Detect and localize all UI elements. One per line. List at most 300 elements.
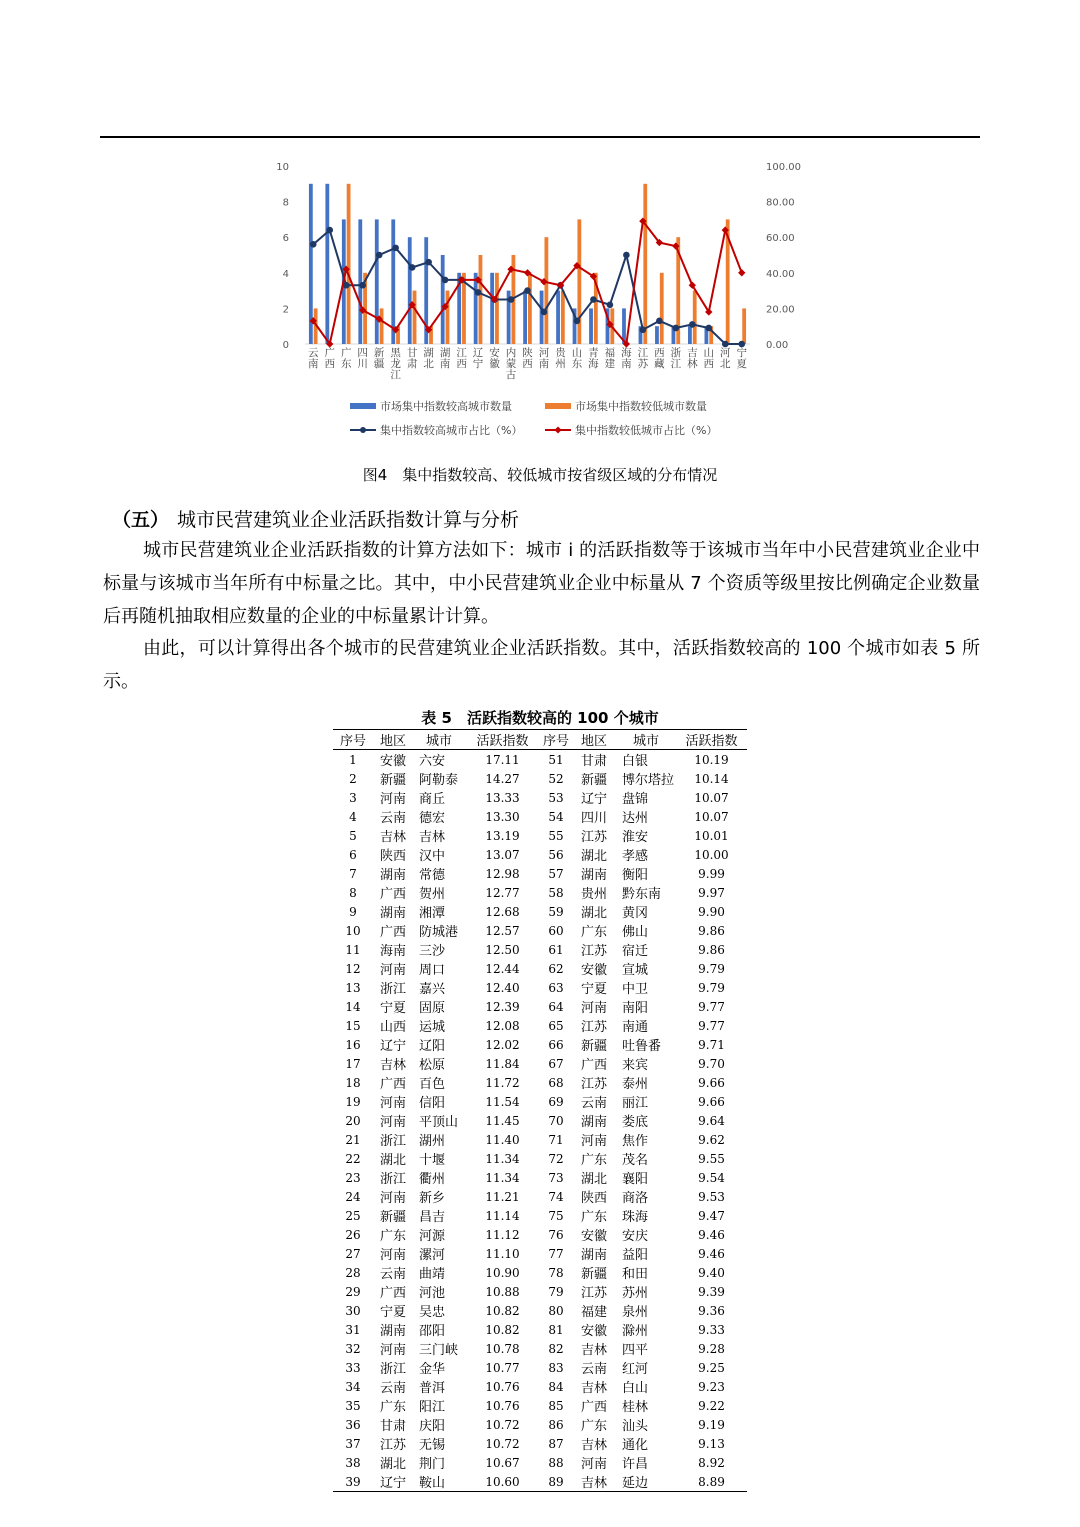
table-cell: 38 [345,1455,361,1470]
table-cell: 70 [548,1113,564,1128]
table-cell: 8.92 [698,1455,725,1470]
table-cell: 苏州 [622,1286,649,1301]
table-cell: 9.39 [698,1284,725,1299]
table-cell: 9.86 [698,942,725,957]
bar [556,291,560,344]
table-cell: 65 [548,1018,564,1033]
table-cell: 11.40 [485,1132,520,1147]
bar [490,273,494,344]
table-cell: 宣城 [622,963,649,978]
table-cell: 17 [345,1056,361,1071]
table-row [333,959,747,978]
table-cell: 7 [349,866,357,881]
table-cell: 9.36 [698,1303,725,1318]
table-cell: 12.02 [485,1037,520,1052]
table-cell: 10.01 [694,828,729,843]
table-row [333,807,747,826]
table-cell: 59 [548,904,564,919]
table-cell: 10.88 [485,1284,520,1299]
category-tick-label: 吉林 [687,347,698,370]
table-cell: 9.99 [698,866,725,881]
table-cell: 51 [548,752,564,767]
category-tick-label: 湖南 [439,347,451,370]
table-cell: 76 [548,1227,564,1242]
table-cell: 海南 [379,944,406,959]
table-cell: 吉林 [580,1343,607,1358]
table-cell: 9.97 [698,885,725,900]
table-cell: 11.10 [485,1246,520,1261]
table-cell: 10.82 [485,1303,520,1318]
table-cell: 德宏 [419,811,446,826]
table-cell: 普洱 [419,1381,446,1396]
category-tick-label: 黑龙江 [390,347,401,381]
table-cell: 86 [548,1417,564,1432]
left-axis-tick-label: 4 [282,268,289,280]
table-cell: 益阳 [622,1248,649,1263]
table-cell: 湘潭 [419,906,446,921]
category-tick-label: 辽宁 [472,347,484,370]
table-cell: 广西 [379,1286,406,1301]
table-header-cell: 城市 [413,730,465,750]
table-cell: 33 [345,1360,361,1375]
table-cell: 13.07 [485,847,520,862]
table-cell: 焦作 [622,1134,649,1149]
table-cell: 孝感 [622,849,649,864]
table-cell: 85 [548,1398,564,1413]
table-cell: 辽宁 [379,1039,406,1054]
table-row [333,1149,747,1168]
bar [589,308,593,344]
table-cell: 53 [548,790,564,805]
table-row [333,1434,747,1453]
table-row [333,1396,747,1415]
table-cell: 14 [345,999,361,1014]
table-cell: 泰州 [622,1077,649,1092]
table-cell: 9.66 [698,1075,725,1090]
table-cell: 宁夏 [580,982,607,997]
table-cell: 昌吉 [419,1210,446,1225]
category-tick-label: 海南 [621,347,632,370]
table-header-row [333,730,747,750]
bar [391,219,395,344]
bar [375,219,379,344]
category-tick-label: 内蒙古 [505,347,517,381]
table-cell: 信阳 [419,1096,446,1111]
bar [325,184,329,344]
table-cell: 淮安 [622,830,649,845]
table-cell: 南通 [622,1020,649,1035]
table-cell: 9.70 [698,1056,725,1071]
table-cell: 和田 [622,1267,649,1282]
table-cell: 湖南 [580,1248,607,1263]
table-cell: 珠海 [622,1210,649,1225]
table-cell: 襄阳 [622,1172,649,1187]
table-cell: 衡阳 [622,868,649,883]
bar [441,255,445,344]
table-cell: 延边 [616,1472,676,1492]
table-cell: 12.68 [485,904,520,919]
table-cell: 河源 [419,1229,446,1244]
table-cell: 辽宁 [373,1472,413,1492]
table-cell: 丽江 [622,1096,649,1111]
table-row [333,788,747,807]
table-cell: 8 [349,885,357,900]
table-cell: 宿迁 [622,944,649,959]
table-cell: 13.19 [485,828,520,843]
table-row [333,1301,747,1320]
table-cell: 72 [548,1151,564,1166]
legend-label: 集中指数较高城市占比（%） [380,424,523,437]
bar [380,308,384,344]
table-cell: 78 [548,1265,564,1280]
table-cell: 56 [548,847,564,862]
table-cell: 无锡 [419,1438,446,1453]
table-cell: 江苏 [379,1438,406,1453]
section-number: （五） [112,509,170,531]
table-cell: 黄冈 [622,906,649,921]
table-cell: 9.28 [698,1341,725,1356]
table-cell: 湖北 [580,906,607,921]
bar [655,326,659,344]
table-cell: 10.82 [485,1322,520,1337]
table-cell: 12.44 [485,961,520,976]
table-row [333,1073,747,1092]
category-tick-label: 宁夏 [736,347,748,370]
left-axis-tick-label: 8 [282,197,289,209]
table-cell: 湖州 [419,1134,446,1149]
table-cell: 荆门 [419,1457,446,1472]
table-cell: 52 [548,771,564,786]
table-cell: 10.72 [485,1417,520,1432]
table-cell: 广西 [379,1077,406,1092]
table-cell: 福建 [580,1305,607,1320]
category-tick-label: 新疆 [373,347,385,370]
table-cell: 13 [345,980,361,995]
table-cell: 9.77 [698,999,725,1014]
table-cell: 39 [333,1472,373,1492]
table-cell: 泉州 [622,1305,649,1320]
table-cell: 广东 [580,925,607,940]
table-cell: 10.72 [485,1436,520,1451]
table-cell: 达州 [622,811,649,826]
bar [408,237,412,344]
table-cell: 63 [548,980,564,995]
bar [347,184,351,344]
table-cell: 曲靖 [419,1267,446,1282]
line-point [574,318,581,325]
table-cell: 阳江 [419,1400,446,1415]
right-axis-tick-label: 40.00 [766,268,795,280]
table-row [333,1415,747,1434]
activity-index-table [333,729,747,1492]
table-cell: 宁夏 [379,1001,406,1016]
table-cell: 15 [345,1018,361,1033]
table-cell: 河池 [419,1286,446,1301]
table-cell: 湖北 [379,1457,406,1472]
left-axis-tick-label: 2 [282,304,289,316]
line-point [607,302,614,309]
table-cell: 十堰 [419,1153,446,1168]
left-axis-tick-label: 10 [276,162,289,173]
table-cell: 10.90 [485,1265,520,1280]
table-cell: 71 [548,1132,564,1147]
table-cell: 河南 [379,1343,406,1358]
table-cell: 11.34 [485,1170,520,1185]
table-cell: 江苏 [580,944,607,959]
bar [446,291,450,344]
table-cell: 浙江 [379,1362,406,1377]
table-cell: 吉林 [580,1438,607,1453]
line-point [623,252,630,259]
category-tick-label: 贵州 [555,347,566,370]
table-cell: 10.60 [465,1472,540,1492]
category-tick-label: 广西 [324,347,335,370]
table-cell: 湖北 [580,849,607,864]
table-cell: 滁州 [622,1324,649,1339]
table-cell: 9 [349,904,357,919]
table-cell: 博尔塔拉 [622,773,675,788]
line-point [442,277,449,284]
table-row [333,1453,747,1472]
line-point [425,259,432,266]
table-cell: 9.46 [698,1246,725,1261]
table-cell: 11.12 [485,1227,520,1242]
table-cell: 11.72 [485,1075,520,1090]
table-cell: 60 [548,923,564,938]
table-row [333,1320,747,1339]
table-cell: 17.11 [485,752,520,767]
table-row [333,769,747,788]
table-cell: 9.79 [698,980,725,995]
table-cell: 10.78 [485,1341,520,1356]
right-axis-tick-label: 60.00 [766,233,795,245]
table-cell: 吐鲁番 [622,1039,662,1054]
paragraph-result: 由此，可以计算得出各个城市的民营建筑业企业活跃指数。其中，活跃指数较高的 100 个城市如表 5 所示。 [103,638,980,692]
line-point [705,325,712,332]
table-cell: 贵州 [580,887,607,902]
table-cell: 10.19 [694,752,729,767]
table-cell: 89 [540,1472,572,1492]
table-cell: 江苏 [580,1020,607,1035]
table-cell: 新疆 [379,1210,406,1225]
table-cell: 36 [345,1417,361,1432]
table-cell: 湖南 [580,868,607,883]
table-cell: 河南 [580,1134,607,1149]
table-cell: 12.08 [485,1018,520,1033]
table-cell: 浙江 [379,1172,406,1187]
table-cell: 88 [548,1455,564,1470]
table-cell: 24 [345,1189,361,1204]
table-cell: 安徽 [379,754,406,769]
category-tick-label: 西藏 [654,347,665,370]
table-row [333,940,747,959]
table-cell: 26 [345,1227,361,1242]
table-cell: 松原 [419,1058,446,1073]
category-tick-label: 陕西 [522,347,533,370]
table-cell: 河南 [379,792,406,807]
table-row [333,1339,747,1358]
table-cell: 84 [548,1379,564,1394]
table-cell: 江苏 [580,830,607,845]
table-cell: 吉林 [379,1058,406,1073]
table-cell: 10.76 [485,1398,520,1413]
table-cell: 运城 [419,1020,446,1035]
table-cell: 9.13 [698,1436,725,1451]
table-cell: 甘肃 [379,1419,406,1434]
table-row [333,1168,747,1187]
table-cell: 白山 [622,1381,649,1396]
table-cell: 11.45 [485,1113,520,1128]
line-point [673,325,680,332]
table-cell: 湖南 [379,906,406,921]
table-cell: 83 [548,1360,564,1375]
table-row [333,1111,747,1130]
category-tick-label: 河南 [538,347,550,370]
table-cell: 77 [548,1246,564,1261]
table-cell: 4 [349,809,357,824]
table-cell: 35 [345,1398,361,1413]
table-cell: 云南 [379,811,406,826]
legend-marker [554,426,561,433]
table-row [333,1130,747,1149]
table-cell: 9.40 [698,1265,725,1280]
table-header-cell: 地区 [572,730,616,750]
table-cell: 3 [349,790,357,805]
table-cell: 68 [548,1075,564,1090]
table-row [333,997,747,1016]
table-cell: 9.90 [698,904,725,919]
table-cell: 邵阳 [419,1324,446,1339]
table-cell: 安庆 [622,1229,649,1244]
bar [688,326,692,344]
table-header-cell: 活跃指数 [676,730,747,750]
table-cell: 新乡 [419,1191,446,1206]
table-cell: 汕头 [622,1419,649,1434]
table-cell: 54 [548,809,564,824]
table-header-cell: 地区 [373,730,413,750]
bar [643,184,647,344]
table-cell: 来宾 [622,1058,649,1073]
table-cell: 9.79 [698,961,725,976]
section-heading [112,505,519,532]
table-cell: 9.33 [698,1322,725,1337]
line-point [524,287,531,294]
table-cell: 吴忠 [419,1305,446,1320]
table-cell: 娄底 [622,1115,649,1130]
table-cell: 吉林 [580,1381,607,1396]
category-tick-label: 河北 [720,347,731,370]
table-cell: 中卫 [622,982,649,997]
table-cell: 75 [548,1208,564,1223]
table-cell: 云南 [580,1096,607,1111]
table-cell: 白银 [622,754,649,769]
left-axis-tick-label: 6 [282,233,289,245]
table-header-cell: 城市 [616,730,676,750]
table-header-cell: 活跃指数 [465,730,540,750]
category-tick-label: 青海 [588,347,599,370]
table-cell: 鞍山 [413,1472,465,1492]
section-title: 城市民营建筑业企业活跃指数计算与分析 [177,509,520,531]
table-header-cell: 序号 [333,730,373,750]
line-point [738,269,745,276]
table-cell: 10 [345,923,361,938]
bar [495,273,499,344]
legend-swatch [545,403,571,409]
table-cell: 1 [349,752,357,767]
table-cell: 云南 [379,1381,406,1396]
table-cell: 12.50 [485,942,520,957]
table-cell: 河南 [580,1001,607,1016]
table-cell: 广西 [379,925,406,940]
line-point [689,321,696,328]
category-tick-label: 江西 [456,347,467,370]
table-cell: 三门峡 [419,1343,459,1358]
table-cell: 湖北 [580,1172,607,1187]
table-cell: 9.54 [698,1170,725,1185]
table-cell: 12.40 [485,980,520,995]
table-cell: 9.19 [698,1417,725,1432]
province-distribution-chart [260,150,820,450]
table-cell: 江苏 [580,1286,607,1301]
category-tick-label: 甘肃 [406,347,418,370]
table-cell: 广东 [379,1229,406,1244]
table-cell: 河南 [580,1457,607,1472]
table-row [333,1282,747,1301]
table-cell: 茂名 [622,1153,649,1168]
table-cell: 河南 [379,1096,406,1111]
table-cell: 商洛 [622,1191,649,1206]
table-cell: 9.86 [698,923,725,938]
category-tick-label: 四川 [357,347,368,370]
table-row [333,845,747,864]
table-row [333,1187,747,1206]
table-cell: 12.77 [485,885,520,900]
table-cell: 11.84 [485,1056,520,1071]
table-cell: 55 [548,828,564,843]
line-point [656,318,663,325]
table-cell: 31 [345,1322,361,1337]
legend-marker [360,427,366,433]
table-cell: 79 [548,1284,564,1299]
table-cell: 29 [345,1284,361,1299]
table-cell: 9.62 [698,1132,725,1147]
table-cell: 湖南 [379,1324,406,1339]
table-cell: 22 [345,1151,361,1166]
table-cell: 32 [345,1341,361,1356]
table-cell: 红河 [622,1362,649,1377]
legend-label: 市场集中指数较低城市数量 [575,400,707,413]
bar [528,273,532,344]
table-cell: 安徽 [580,1229,607,1244]
table-cell: 四川 [580,811,607,826]
table-cell: 云南 [580,1362,607,1377]
table-cell: 11 [345,942,361,957]
table-cell: 74 [548,1189,564,1204]
table-cell: 新疆 [580,1039,607,1054]
line-point [392,245,399,252]
table-cell: 9.77 [698,1018,725,1033]
right-axis-tick-label: 20.00 [766,304,795,316]
table-cell: 9.25 [698,1360,725,1375]
table-cell: 吉林 [379,830,406,845]
table-cell: 广东 [379,1400,406,1415]
table-cell: 六安 [419,754,446,769]
table-row [333,921,747,940]
table-cell: 百色 [419,1077,446,1092]
table-cell: 9.22 [698,1398,725,1413]
table-row [333,902,747,921]
table-cell: 9.53 [698,1189,725,1204]
